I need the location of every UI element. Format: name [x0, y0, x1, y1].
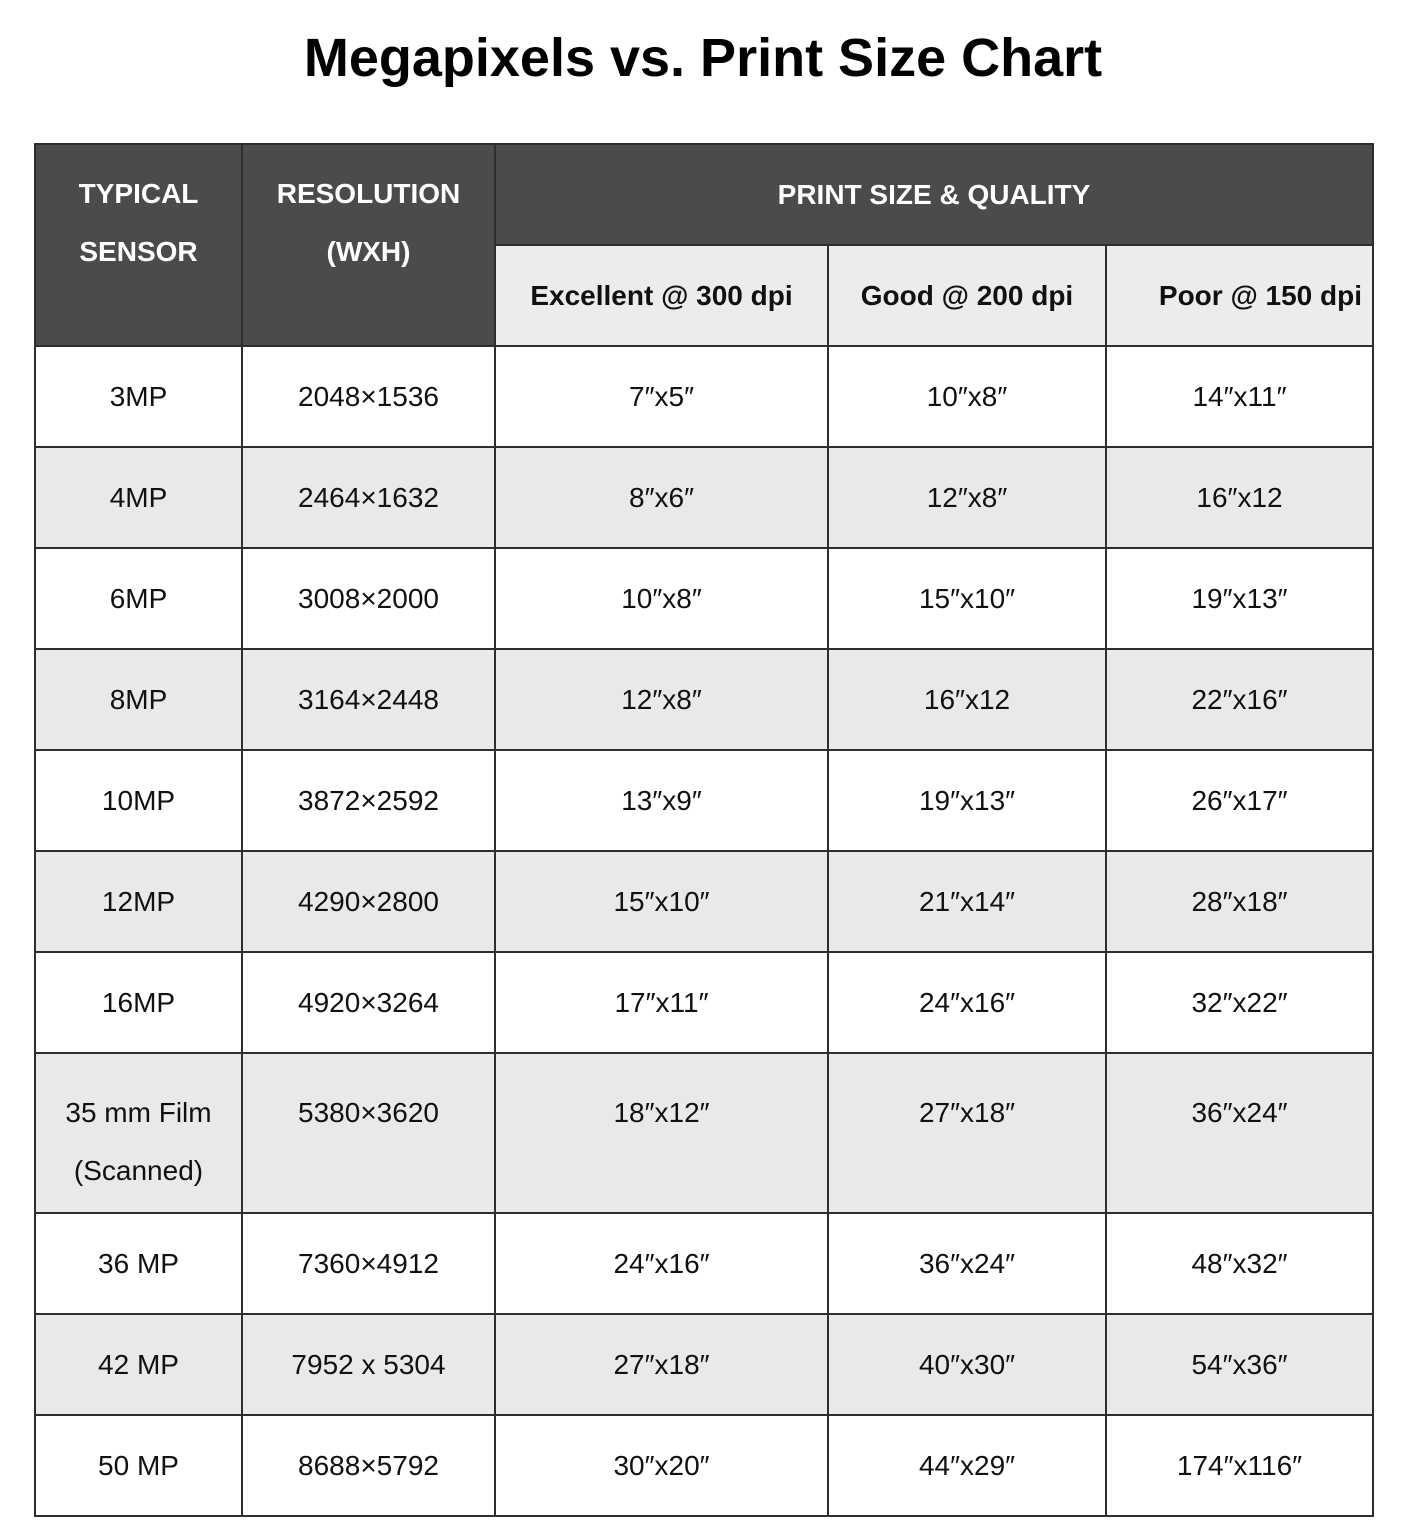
- cell-resolution: 3872×2592: [242, 750, 495, 851]
- cell-resolution: 4920×3264: [242, 952, 495, 1053]
- cell-sensor-content: [36, 1054, 241, 1200]
- table-header: [35, 144, 1373, 346]
- cell-poor: 32″x22″: [1106, 952, 1373, 1053]
- cell-poor: 14″x11″: [1106, 346, 1373, 447]
- cell-resolution: 4290×2800: [242, 851, 495, 952]
- cell-excellent: 10″x8″: [495, 548, 828, 649]
- header-print-size-quality: PRINT SIZE & QUALITY: [495, 144, 1373, 245]
- cell-good: 40″x30″: [828, 1314, 1106, 1415]
- cell-good: 12″x8″: [828, 447, 1106, 548]
- cell-excellent: 24″x16″: [495, 1213, 828, 1314]
- cell-excellent-text: 18″x12″: [613, 1097, 710, 1128]
- cell-resolution: 7952 x 5304: [242, 1314, 495, 1415]
- cell-excellent: 17″x11″: [495, 952, 828, 1053]
- cell-excellent: 13″x9″: [495, 750, 828, 851]
- table-row: [35, 649, 1373, 750]
- cell-good: 15″x10″: [828, 548, 1106, 649]
- cell-poor: 19″x13″: [1106, 548, 1373, 649]
- cell-sensor-line2: (Scanned): [73, 1155, 204, 1186]
- cell-sensor: 10MP: [35, 750, 242, 851]
- cell-poor-text: 36″x24″: [1191, 1097, 1288, 1128]
- table-row: [35, 447, 1373, 548]
- cell-sensor: 42 MP: [35, 1314, 242, 1415]
- cell-good: 21″x14″: [828, 851, 1106, 952]
- header-resolution-line1: RESOLUTION: [276, 178, 461, 209]
- cell-sensor: 3MP: [35, 346, 242, 447]
- header-resolution: [242, 144, 495, 346]
- cell-sensor: 12MP: [35, 851, 242, 952]
- cell-excellent: 12″x8″: [495, 649, 828, 750]
- cell-sensor: 50 MP: [35, 1415, 242, 1516]
- cell-poor: 28″x18″: [1106, 851, 1373, 952]
- table-row: [35, 750, 1373, 851]
- print-size-table: [34, 143, 1374, 1517]
- header-excellent: Excellent @ 300 dpi: [495, 245, 828, 346]
- table-row: [35, 1053, 1373, 1213]
- header-typical-sensor: [35, 144, 242, 346]
- cell-resolution: 7360×4912: [242, 1213, 495, 1314]
- header-typical-sensor-line2: SENSOR: [79, 236, 198, 267]
- cell-resolution: 2464×1632: [242, 447, 495, 548]
- cell-good-text: 27″x18″: [918, 1097, 1016, 1128]
- header-typical-sensor-line1: TYPICAL: [78, 178, 199, 209]
- cell-poor: 26″x17″: [1106, 750, 1373, 851]
- table-row: [35, 346, 1373, 447]
- cell-sensor: 4MP: [35, 447, 242, 548]
- cell-excellent: 27″x18″: [495, 1314, 828, 1415]
- cell-resolution: [242, 1053, 495, 1213]
- cell-poor: 48″x32″: [1106, 1213, 1373, 1314]
- cell-good: 10″x8″: [828, 346, 1106, 447]
- cell-good: 36″x24″: [828, 1213, 1106, 1314]
- table-row: [35, 1415, 1373, 1516]
- cell-resolution-text: 5380×3620: [298, 1097, 439, 1128]
- cell-sensor-line1: 35 mm Film: [65, 1097, 212, 1128]
- table-row: [35, 548, 1373, 649]
- cell-sensor: 16MP: [35, 952, 242, 1053]
- cell-sensor: 6MP: [35, 548, 242, 649]
- cell-sensor: 8MP: [35, 649, 242, 750]
- cell-poor: 16″x12: [1106, 447, 1373, 548]
- cell-resolution: 3008×2000: [242, 548, 495, 649]
- cell-poor: 54″x36″: [1106, 1314, 1373, 1415]
- table-row: [35, 1213, 1373, 1314]
- cell-good: 19″x13″: [828, 750, 1106, 851]
- cell-good: 16″x12: [828, 649, 1106, 750]
- page-title: Megapixels vs. Print Size Chart: [303, 28, 1103, 88]
- cell-sensor: 36 MP: [35, 1213, 242, 1314]
- cell-good: 24″x16″: [828, 952, 1106, 1053]
- cell-excellent: 8″x6″: [495, 447, 828, 548]
- table-body: [35, 346, 1373, 1516]
- cell-poor: 22″x16″: [1106, 649, 1373, 750]
- cell-excellent: 15″x10″: [495, 851, 828, 952]
- table-row: [35, 952, 1373, 1053]
- cell-excellent: 30″x20″: [495, 1415, 828, 1516]
- header-resolution-line2: (WXH): [326, 236, 411, 267]
- cell-sensor: [35, 1053, 242, 1213]
- cell-good: [828, 1053, 1106, 1213]
- cell-good: 44″x29″: [828, 1415, 1106, 1516]
- cell-poor: 174″x116″: [1106, 1415, 1373, 1516]
- cell-poor: [1106, 1053, 1373, 1213]
- header-good: Good @ 200 dpi: [828, 245, 1106, 346]
- cell-excellent: 7″x5″: [495, 346, 828, 447]
- cell-excellent: [495, 1053, 828, 1213]
- table-row: [35, 1314, 1373, 1415]
- table-row: [35, 851, 1373, 952]
- cell-resolution: 2048×1536: [242, 346, 495, 447]
- cell-resolution: 3164×2448: [242, 649, 495, 750]
- header-poor: Poor @ 150 dpi: [1106, 245, 1373, 346]
- cell-resolution: 8688×5792: [242, 1415, 495, 1516]
